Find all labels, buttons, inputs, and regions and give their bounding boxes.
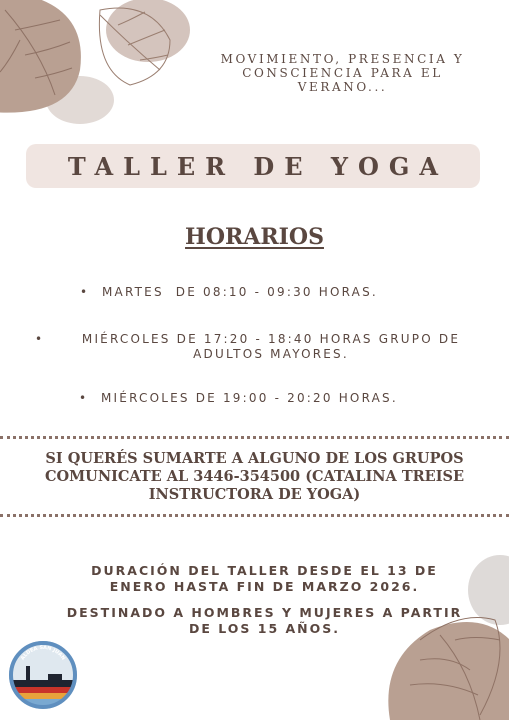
contact-line: COMUNICATE AL 3446-354500 (CATALINA TREISE bbox=[44, 468, 465, 485]
duration-line: ENERO HASTA FIN DE MARZO 2026. bbox=[109, 578, 420, 594]
schedule-item-text: MIÉRCOLES DE 19:00 - 20:20 HORAS. bbox=[101, 391, 398, 405]
title-banner bbox=[26, 144, 480, 188]
divider-bottom bbox=[0, 514, 509, 517]
duration-text bbox=[0, 563, 509, 594]
aldea-san-juan-logo bbox=[8, 640, 78, 710]
tagline bbox=[200, 52, 485, 94]
schedule-item-text: ADULTOS MAYORES. bbox=[193, 347, 349, 361]
schedule-heading: HORARIOS bbox=[185, 224, 324, 250]
bullet-icon: • bbox=[35, 332, 45, 346]
contact-line: INSTRUCTORA DE YOGA) bbox=[148, 486, 361, 503]
bullet-icon: • bbox=[80, 285, 90, 299]
contact-text bbox=[0, 450, 509, 504]
divider-top bbox=[0, 436, 509, 439]
tagline-line: MOVIMIENTO, PRESENCIA Y bbox=[220, 52, 465, 66]
audience-line: DE LOS 15 AÑOS. bbox=[188, 620, 341, 636]
contact-line: SI QUERÉS SUMARTE A ALGUNO DE LOS GRUPOS bbox=[45, 450, 464, 467]
schedule-item bbox=[79, 391, 398, 406]
logo-text: ALDEA SAN JUAN bbox=[19, 644, 67, 662]
schedule-item bbox=[80, 285, 378, 300]
audience-line: DESTINADO A HOMBRES Y MUJERES A PARTIR bbox=[66, 605, 463, 620]
audience-text bbox=[0, 605, 509, 636]
schedule-item-text: MARTES DE 08:10 - 09:30 HORAS. bbox=[102, 285, 378, 299]
tagline-line: CONSCIENCIA PARA EL bbox=[242, 66, 443, 80]
tagline-line: VERANO... bbox=[297, 80, 388, 94]
schedule-item-text: MIÉRCOLES DE 17:20 - 18:40 HORAS GRUPO DE bbox=[81, 332, 461, 346]
page-title: TALLER DE YOGA bbox=[67, 151, 449, 181]
schedule-item bbox=[35, 332, 486, 362]
bullet-icon: • bbox=[79, 391, 89, 405]
leaf-decoration-top bbox=[0, 0, 200, 130]
duration-line: DURACIÓN DEL TALLER DESDE EL 13 DE bbox=[91, 563, 438, 578]
